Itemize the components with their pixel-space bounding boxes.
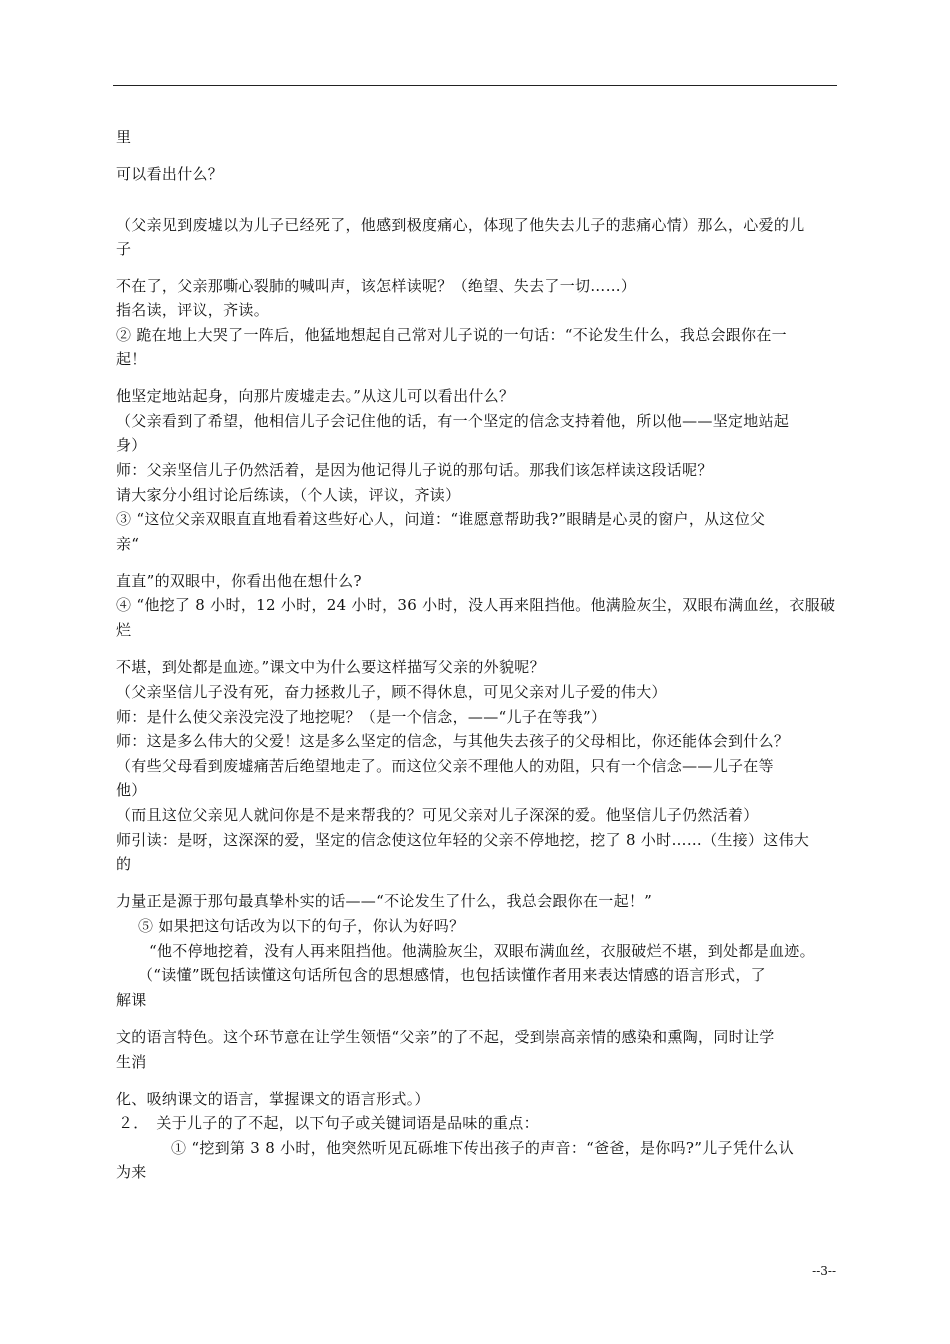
text-line: 师：是什么使父亲没完没了地挖呢？（是一个信念，——“儿子在等我”）	[116, 708, 607, 726]
text-line: 指名读，评议，齐读。	[116, 301, 270, 319]
text-line: “他不停地挖着，没有人再来阻挡他。他满脸灰尘，双眼布满血丝，衣服破烂不堪，到处都是血迹。	[149, 942, 815, 960]
text-line: （“读懂”既包括读懂这句话所包含的思想感情，也包括读懂作者用来表达情感的语言形式，了	[138, 966, 766, 984]
text-line: 解课	[116, 991, 147, 1009]
text-line: （父亲坚信儿子没有死，奋力拯救儿子，顾不得休息，可见父亲对儿子爱的伟大）	[116, 683, 667, 701]
header-rule	[113, 85, 837, 86]
text-line: 可以看出什么？	[116, 165, 224, 183]
text-line: 起！	[116, 350, 147, 368]
text-line: 的	[116, 855, 132, 873]
text-line: 子	[116, 240, 132, 258]
text-line: （有些父母看到废墟痛苦后绝望地走了。而这位父亲不理他人的劝阻，只有一个信念——儿子在等	[116, 757, 774, 775]
text-line: ④ “他挖了 8 小时，12 小时，24 小时，36 小时，没人再来阻挡他。他满脸灰尘，双眼布满血丝，衣服破	[116, 596, 836, 614]
text-line: ２． 关于儿子的了不起，以下句子或关键词语是品味的重点：	[118, 1114, 539, 1132]
text-line: 化、吸纳课文的语言，掌握课文的语言形式。）	[116, 1090, 430, 1108]
text-line: 师引读：是呀，这深深的爱，坚定的信念使这位年轻的父亲不停地挖，挖了 8 小时……（生接）这伟大	[116, 831, 810, 849]
text-line: 师：这是多么伟大的父爱！这是多么坚定的信念，与其他失去孩子的父母相比，你还能体会到什么？	[116, 732, 790, 750]
text-line: 文的语言特色。这个环节意在让学生领悟“父亲”的了不起，受到崇高亲情的感染和熏陶，同时让学	[116, 1028, 775, 1046]
text-line: 里	[116, 128, 132, 146]
text-line: 力量正是源于那句最真挚朴实的话——“不论发生了什么，我总会跟你在一起！”	[116, 892, 653, 910]
text-line: ③ “这位父亲双眼直直地看着这些好心人，问道：“谁愿意帮助我?”眼睛是心灵的窗户，从这位父	[116, 510, 766, 528]
text-line: 请大家分小组讨论后练读，（个人读，评议，齐读）	[116, 486, 461, 504]
text-line: （父亲看到了希望，他相信儿子会记住他的话，有一个坚定的信念支持着他，所以他——坚定地站起	[116, 412, 790, 430]
text-line: 直直”的双眼中，你看出他在想什么?	[116, 572, 362, 590]
text-line: 亲“	[116, 535, 140, 553]
text-line: （父亲见到废墟以为儿子已经死了，他感到极度痛心，体现了他失去儿子的悲痛心情）那么，心爱的儿	[116, 216, 805, 234]
text-line: 生消	[116, 1053, 147, 1071]
text-line: ② 跪在地上大哭了一阵后，他猛地想起自己常对儿子说的一句话：“不论发生什么，我总会跟你在一	[116, 326, 787, 344]
text-line: 不在了，父亲那嘶心裂肺的喊叫声，该怎样读呢？（绝望、失去了一切……）	[116, 277, 637, 295]
text-line: 师：父亲坚信儿子仍然活着，是因为他记得儿子说的那句话。那我们该怎样读这段话呢？	[116, 461, 713, 479]
text-line: ① “挖到第 3 8 小时，他突然听见瓦砾堆下传出孩子的声音：“爸爸，是你吗?”儿子凭什么认	[171, 1139, 795, 1157]
text-line: 为来	[116, 1163, 147, 1181]
text-line: 他）	[116, 781, 147, 799]
text-line: 身）	[116, 436, 147, 454]
text-line: 不堪，到处都是血迹。”课文中为什么要这样描写父亲的外貌呢？	[116, 658, 545, 676]
page-number: --3--	[812, 1264, 836, 1278]
text-line: （而且这位父亲见人就问你是不是来帮我的？可见父亲对儿子深深的爱。他坚信儿子仍然活着）	[116, 806, 759, 824]
text-line: 他坚定地站起身，向那片废墟走去。”从这儿可以看出什么？	[116, 387, 515, 405]
text-line: ⑤ 如果把这句话改为以下的句子，你认为好吗？	[138, 917, 465, 935]
text-line: 烂	[116, 621, 132, 639]
